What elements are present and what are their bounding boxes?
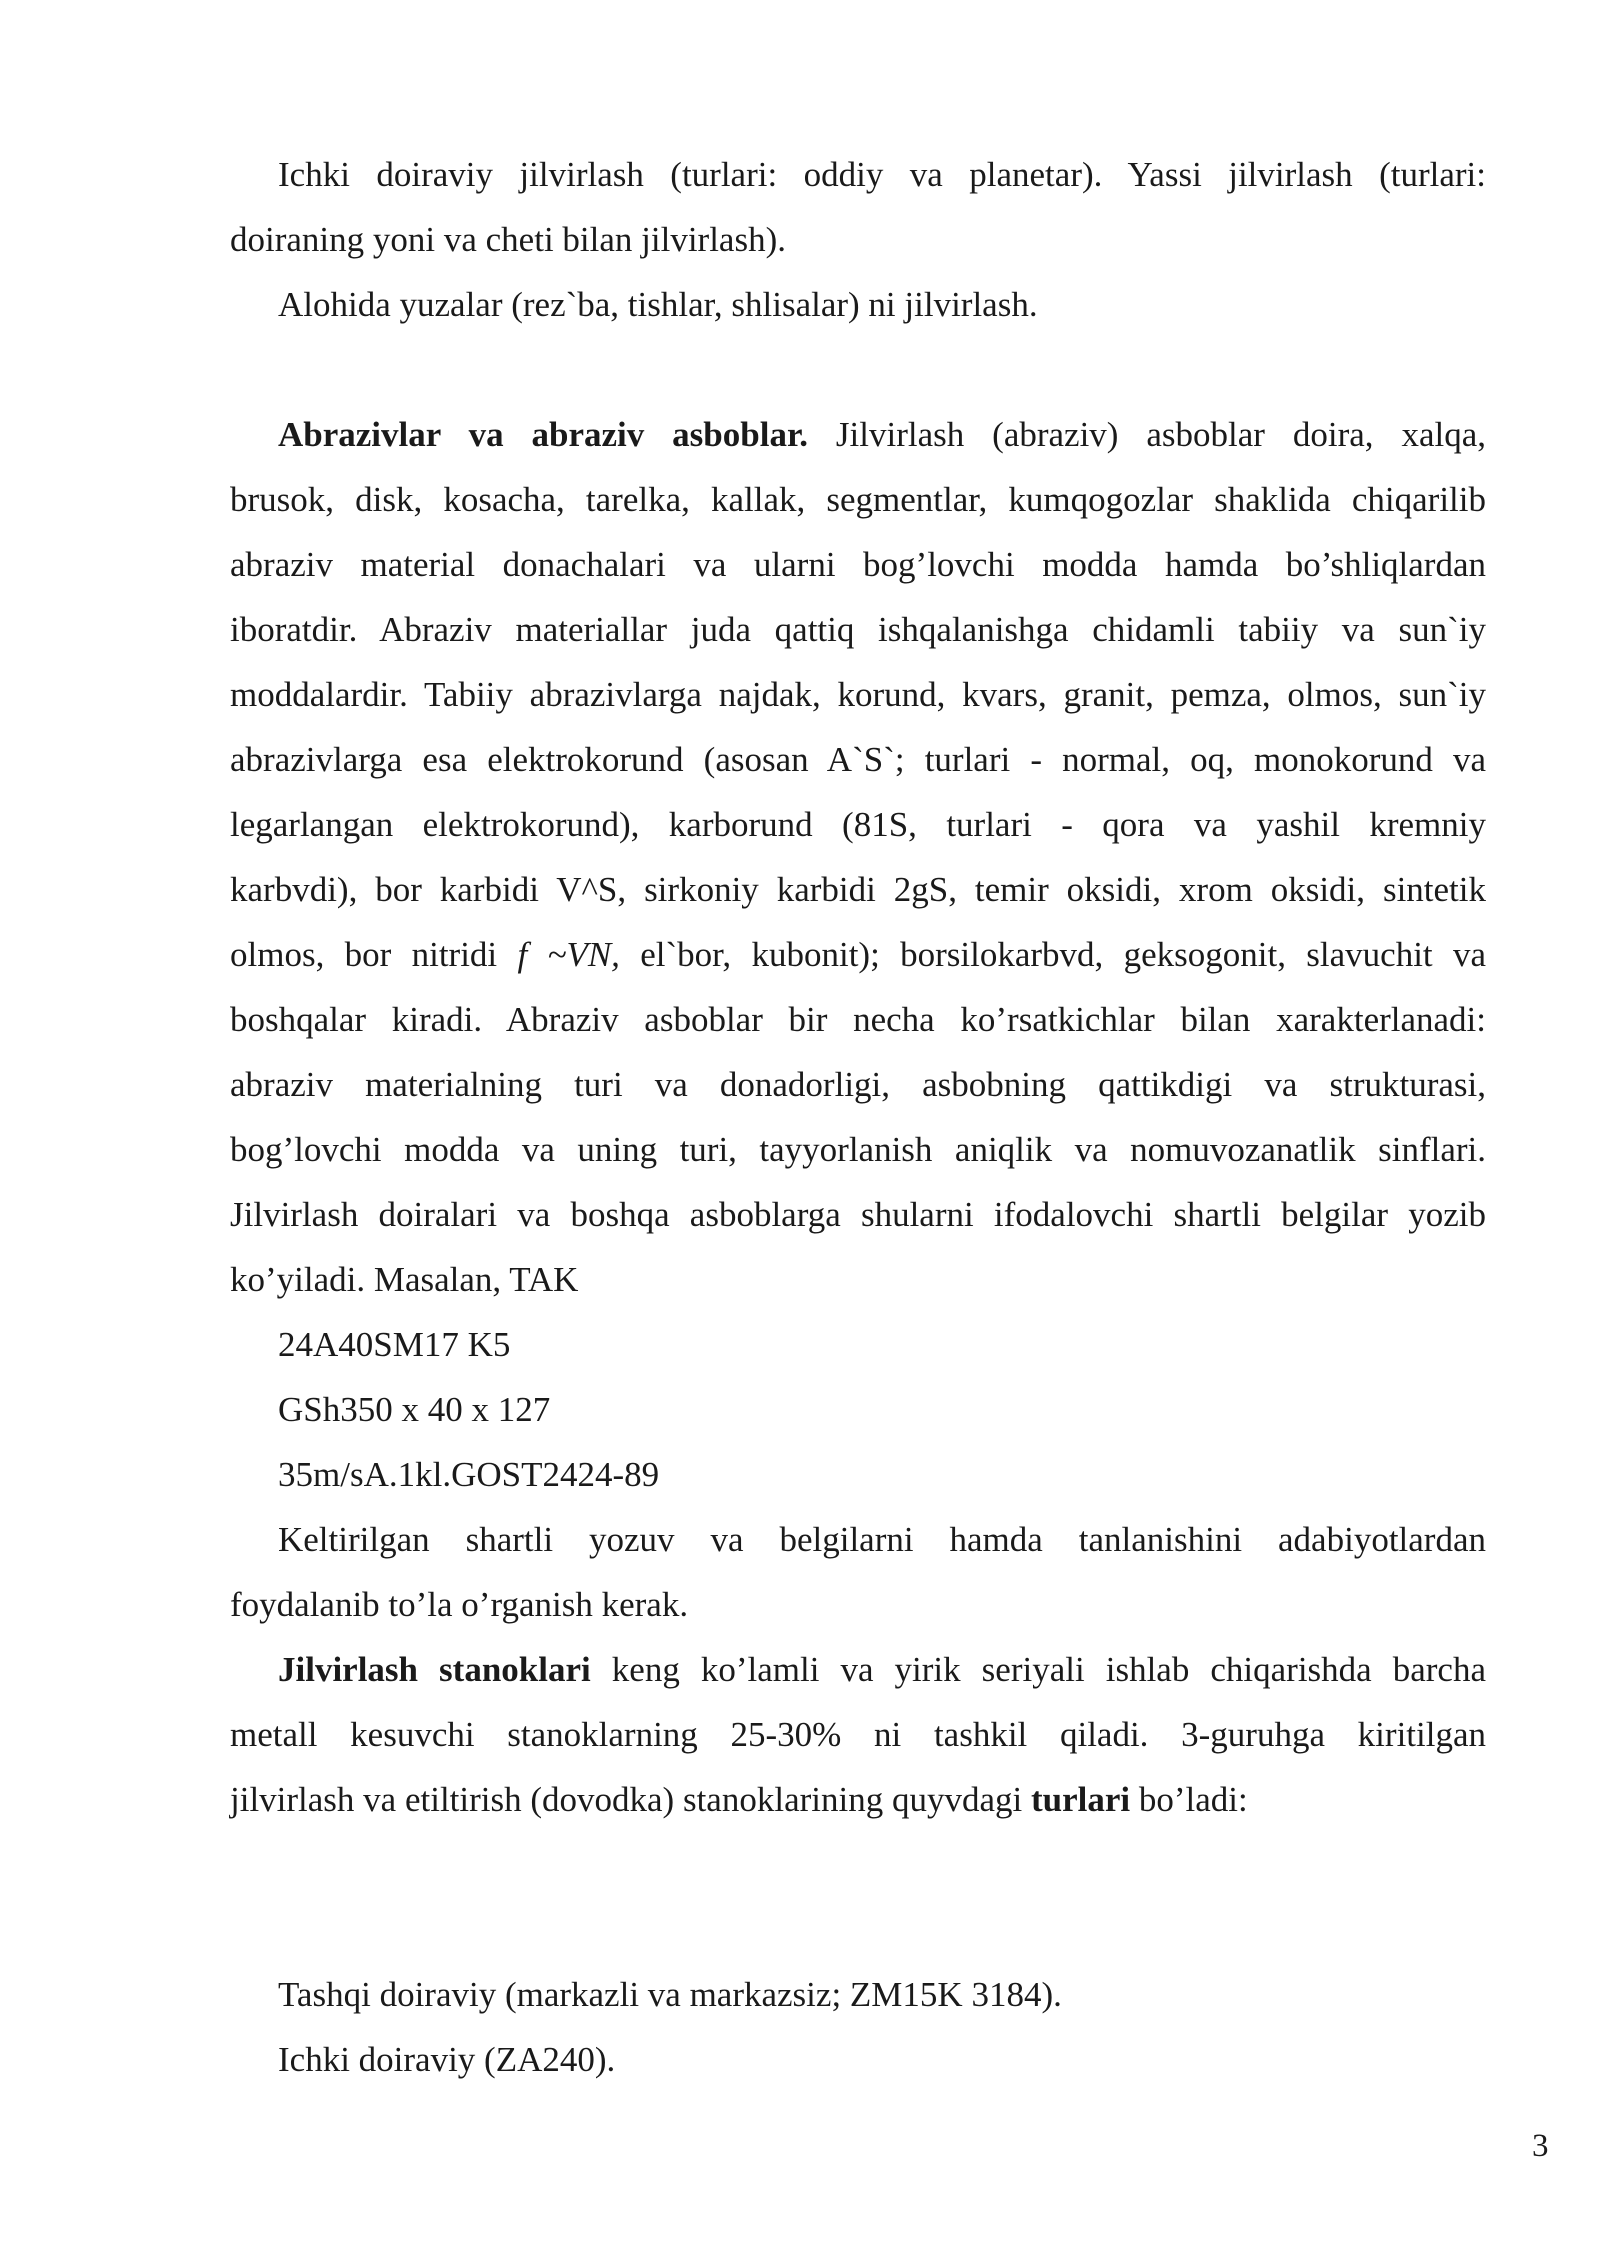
formula-italic: f ~VN,: [517, 935, 620, 974]
paragraph-3-line-12: bog’lovchi modda va uning turi, tayyorlanish aniqlik va nomuvozanatlik sinflari.: [230, 1130, 1486, 1169]
paragraph-3-line-11: abraziv materialning turi va donadorligi, asbobning qattikdigi va strukturasi,: [230, 1065, 1486, 1104]
marking-line-3: 35m/sA.1kl.GOST2424-89: [278, 1455, 660, 1494]
paragraph-3-line-13: Jilvirlash doiralari va boshqa asboblarga shularni ifodalovchi shartli belgilar yozib: [230, 1195, 1486, 1234]
paragraph-5-line-1: Jilvirlash stanoklari keng ko’lamli va yirik seriyali ishlab chiqarishda barcha: [278, 1650, 1486, 1689]
paragraph-3-line-3: abraziv material donachalari va ularni bog’lovchi modda hamda bo’shliqlardan: [230, 545, 1486, 584]
paragraph-3-line-8: karbvdi), bor karbidi V^S, sirkoniy karbidi 2gS, temir oksidi, xrom oksidi, sintetik: [230, 870, 1486, 909]
paragraph-3-line-7: legarlangan elektrokorund), karborund (81S, turlari - qora va yashil kremniy: [230, 805, 1486, 844]
page-number: 3: [1532, 2128, 1549, 2164]
paragraph-4-line-1: Keltirilgan shartli yozuv va belgilarni hamda tanlanishini adabiyotlardan: [278, 1520, 1486, 1559]
section-heading-stanoklar: Jilvirlash stanoklari: [278, 1650, 591, 1689]
paragraph-1-line-1: Ichki doiraviy jilvirlash (turlari: oddiy va planetar). Yassi jilvirlash (turlari:: [278, 155, 1486, 194]
marking-line-1: 24A40SM17 K5: [278, 1325, 511, 1364]
paragraph-3-line-9: olmos, bor nitridi f ~VN, el`bor, kubonit); borsilokarbvd, geksogonit, slavuchit va: [230, 935, 1486, 974]
paragraph-5-line-3: jilvirlash va etiltirish (dovodka) stanoklarining quyvdagi turlari bo’ladi:: [230, 1780, 1248, 1819]
bold-term-turlari: turlari: [1030, 1780, 1131, 1819]
paragraph-2: Alohida yuzalar (rez`ba, tishlar, shlisalar) ni jilvirlash.: [278, 285, 1038, 324]
marking-line-2: GSh350 x 40 x 127: [278, 1390, 551, 1429]
paragraph-1-line-2: doiraning yoni va cheti bilan jilvirlash).: [230, 220, 786, 259]
paragraph-3-line-5: moddalardir. Tabiiy abrazivlarga najdak, korund, kvars, granit, pemza, olmos, sun`iy: [230, 675, 1486, 714]
paragraph-3-line-4: iboratdir. Abraziv materiallar juda qattiq ishqalanishga chidamli tabiiy va sun`iy: [230, 610, 1486, 649]
paragraph-3-line-10: boshqalar kiradi. Abraziv asboblar bir necha ko’rsatkichlar bilan xarakterlanadi:: [230, 1000, 1486, 1039]
section-heading-abrazivlar: Abrazivlar va abraziv asboblar.: [278, 415, 809, 454]
paragraph-3-line-6: abrazivlarga esa elektrokorund (asosan A`S`; turlari - normal, oq, monokorund va: [230, 740, 1486, 779]
paragraph-5-line-2: metall kesuvchi stanoklarning 25-30% ni tashkil qiladi. 3-guruhga kiritilgan: [230, 1715, 1486, 1754]
list-item-tashqi-doiraviy: Tashqi doiraviy (markazli va markazsiz; ZM15K 3184).: [278, 1975, 1062, 2014]
paragraph-3-line-14: ko’yiladi. Masalan, TAK: [230, 1260, 579, 1299]
list-item-ichki-doiraviy: Ichki doiraviy (ZA240).: [278, 2040, 616, 2079]
paragraph-4-line-2: foydalanib to’la o’rganish kerak.: [230, 1585, 689, 1624]
paragraph-3-line-1: Abrazivlar va abraziv asboblar. Jilvirlash (abraziv) asboblar doira, xalqa,: [278, 415, 1486, 454]
paragraph-3-line-2: brusok, disk, kosacha, tarelka, kallak, segmentlar, kumqogozlar shaklida chiqarilib: [230, 480, 1486, 519]
